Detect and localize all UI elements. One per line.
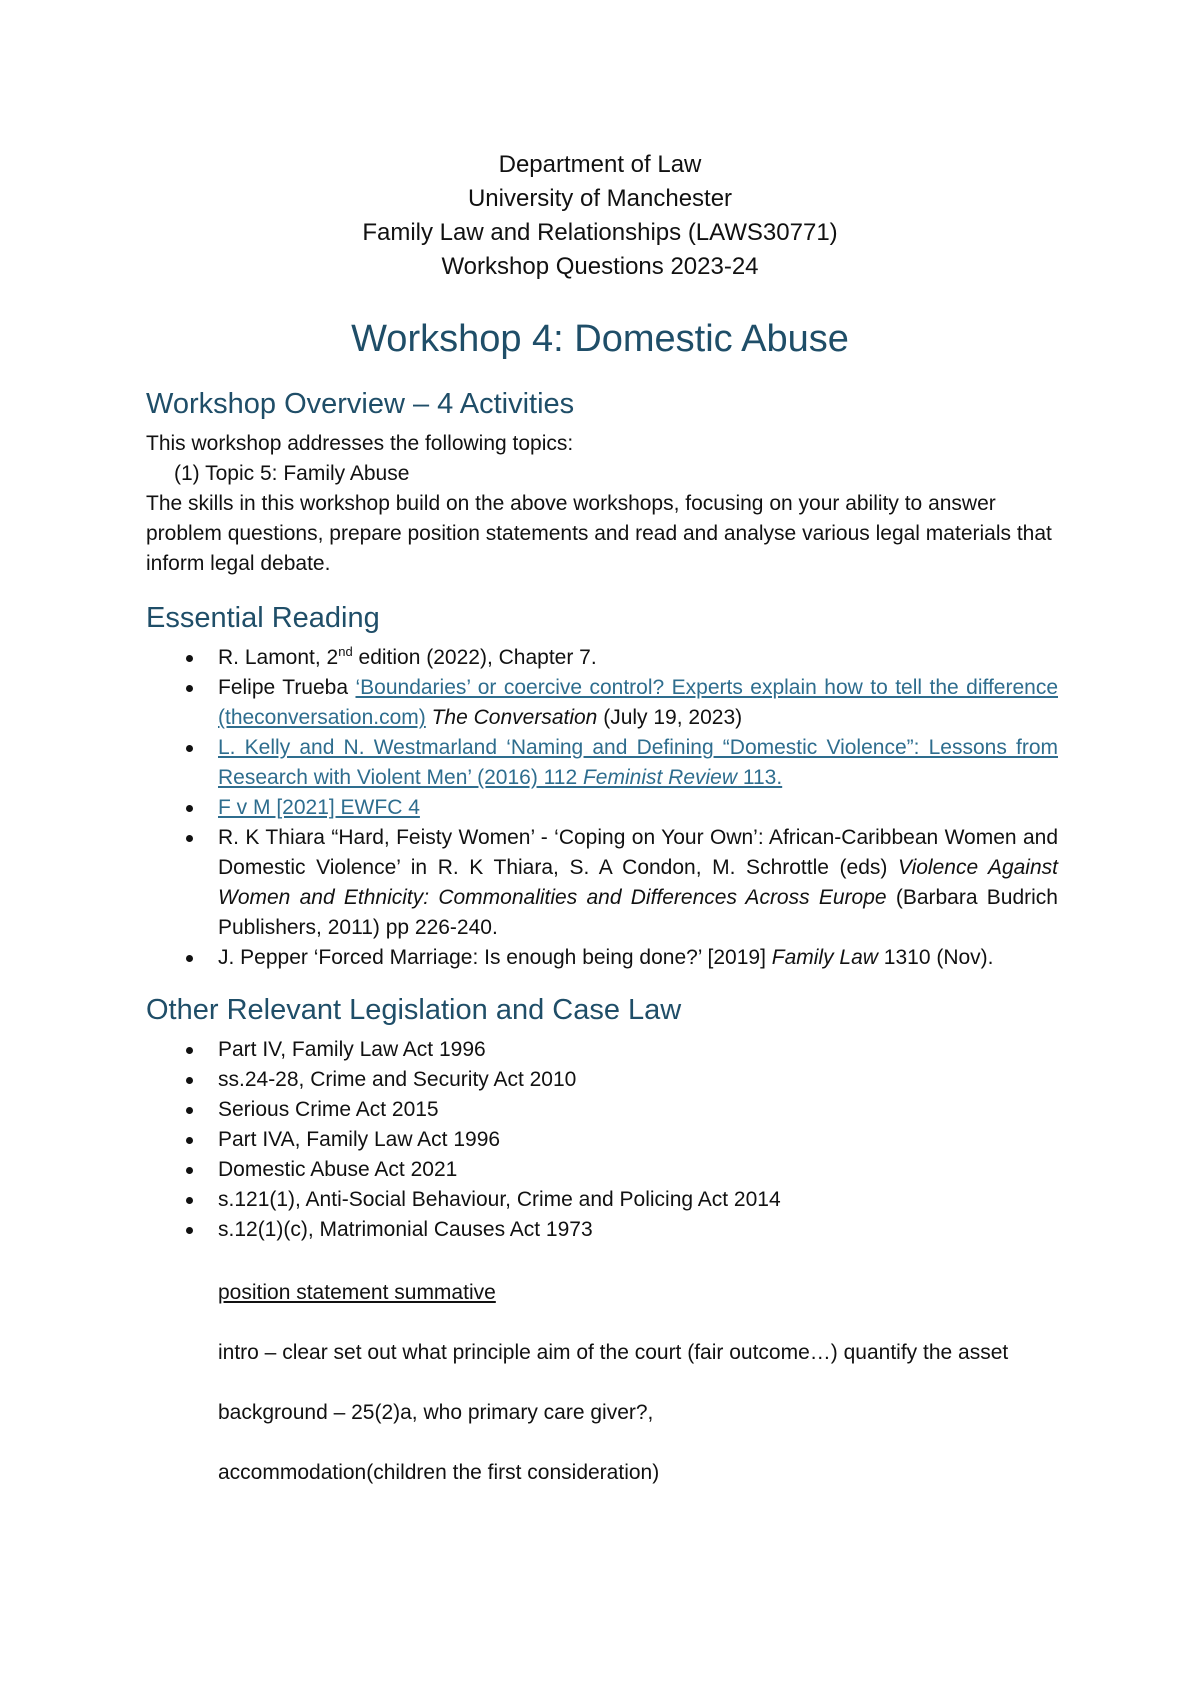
bullet-icon bbox=[186, 745, 193, 752]
overview-intro: This workshop addresses the following topics: bbox=[146, 432, 574, 455]
overview-section bbox=[146, 388, 1058, 579]
notes-accommodation: accommodation(children the first consideration) bbox=[218, 1461, 660, 1484]
bullet-icon bbox=[186, 1167, 193, 1174]
university-line: University of Manchester bbox=[467, 185, 733, 212]
reading-item: J. Pepper ‘Forced Marriage: Is enough being done?’ [2019] Family Law 1310 (Nov). bbox=[146, 943, 1058, 973]
reading-item: R. K Thiara “Hard, Feisty Women’ - ‘Coping on Your Own’: African-Caribbean Women and Domestic Violence’ in R. K Thiara, S. A Condon, M. Schrottle (eds) Violence Against Women and Ethnicity: Commonalities and Differences Across Europe (Barbara Budrich Publishers, 2011) pp 226-240. bbox=[146, 823, 1058, 943]
bullet-icon bbox=[186, 1047, 193, 1054]
kelly-westmarland-link[interactable]: L. Kelly and N. Westmarland ‘Naming and Defining “Domestic Violence”: Lessons from Research with Violent Men’ (2016) 112 Feminist Review 113. bbox=[218, 736, 1058, 789]
bullet-icon bbox=[186, 955, 193, 962]
reading-item bbox=[146, 733, 1058, 793]
bullet-icon bbox=[186, 1137, 193, 1144]
reading-item: R. Lamont, 2nd edition (2022), Chapter 7. bbox=[146, 643, 1058, 673]
conversation-article-link[interactable]: ‘Boundaries’ or coercive control? Experts explain how to tell the difference (theconversation.com) bbox=[218, 676, 1058, 729]
subtitle-line: Workshop Questions 2023-24 bbox=[441, 253, 759, 280]
page-title: Workshop 4: Domestic Abuse bbox=[351, 318, 849, 360]
legislation-section bbox=[146, 994, 1058, 1245]
legislation-item: s.121(1), Anti-Social Behaviour, Crime and Policing Act 2014 bbox=[146, 1185, 1058, 1215]
legislation-heading: Other Relevant Legislation and Case Law bbox=[146, 994, 682, 1026]
legislation-item: Domestic Abuse Act 2021 bbox=[146, 1155, 1058, 1185]
legislation-item: Serious Crime Act 2015 bbox=[146, 1095, 1058, 1125]
overview-topic: (1) Topic 5: Family Abuse bbox=[174, 462, 410, 485]
essential-reading-heading: Essential Reading bbox=[146, 602, 380, 634]
notes-heading: position statement summative bbox=[218, 1281, 496, 1304]
bullet-icon bbox=[186, 1197, 193, 1204]
legislation-item: Part IV, Family Law Act 1996 bbox=[146, 1035, 1058, 1065]
reading-item: Felipe Trueba ‘Boundaries’ or coercive control? Experts explain how to tell the difference (theconversation.com) The Conversation (July 19, 2023) bbox=[146, 673, 1058, 733]
essential-reading-section bbox=[146, 602, 1058, 973]
notes-background: background – 25(2)a, who primary care giver?, bbox=[218, 1401, 654, 1424]
overview-heading: Workshop Overview – 4 Activities bbox=[146, 388, 575, 420]
bullet-icon bbox=[186, 1107, 193, 1114]
notes-intro: intro – clear set out what principle aim of the court (fair outcome…) quantify the asset bbox=[218, 1341, 1009, 1364]
bullet-icon bbox=[186, 685, 193, 692]
document-header bbox=[0, 148, 1200, 284]
bullet-icon bbox=[186, 655, 193, 662]
bullet-icon bbox=[186, 1077, 193, 1084]
legislation-item: Part IVA, Family Law Act 1996 bbox=[146, 1125, 1058, 1155]
course-line: Family Law and Relationships (LAWS30771) bbox=[362, 219, 838, 246]
reading-list bbox=[146, 643, 1058, 973]
f-v-m-case-link[interactable]: F v M [2021] EWFC 4 bbox=[218, 796, 420, 819]
department-line: Department of Law bbox=[498, 151, 702, 178]
legislation-item: s.12(1)(c), Matrimonial Causes Act 1973 bbox=[146, 1215, 1058, 1245]
legislation-item: ss.24-28, Crime and Security Act 2010 bbox=[146, 1065, 1058, 1095]
bullet-icon bbox=[186, 835, 193, 842]
bullet-icon bbox=[186, 1227, 193, 1234]
legislation-list bbox=[146, 1035, 1058, 1245]
overview-skills: The skills in this workshop build on the above workshops, focusing on your ability to answer problem questions, prepare position statements and read and analyse various legal materials that inform legal debate. bbox=[146, 492, 1052, 575]
bullet-icon bbox=[186, 805, 193, 812]
reading-item bbox=[146, 793, 1058, 823]
notes-section bbox=[218, 1278, 1058, 1488]
